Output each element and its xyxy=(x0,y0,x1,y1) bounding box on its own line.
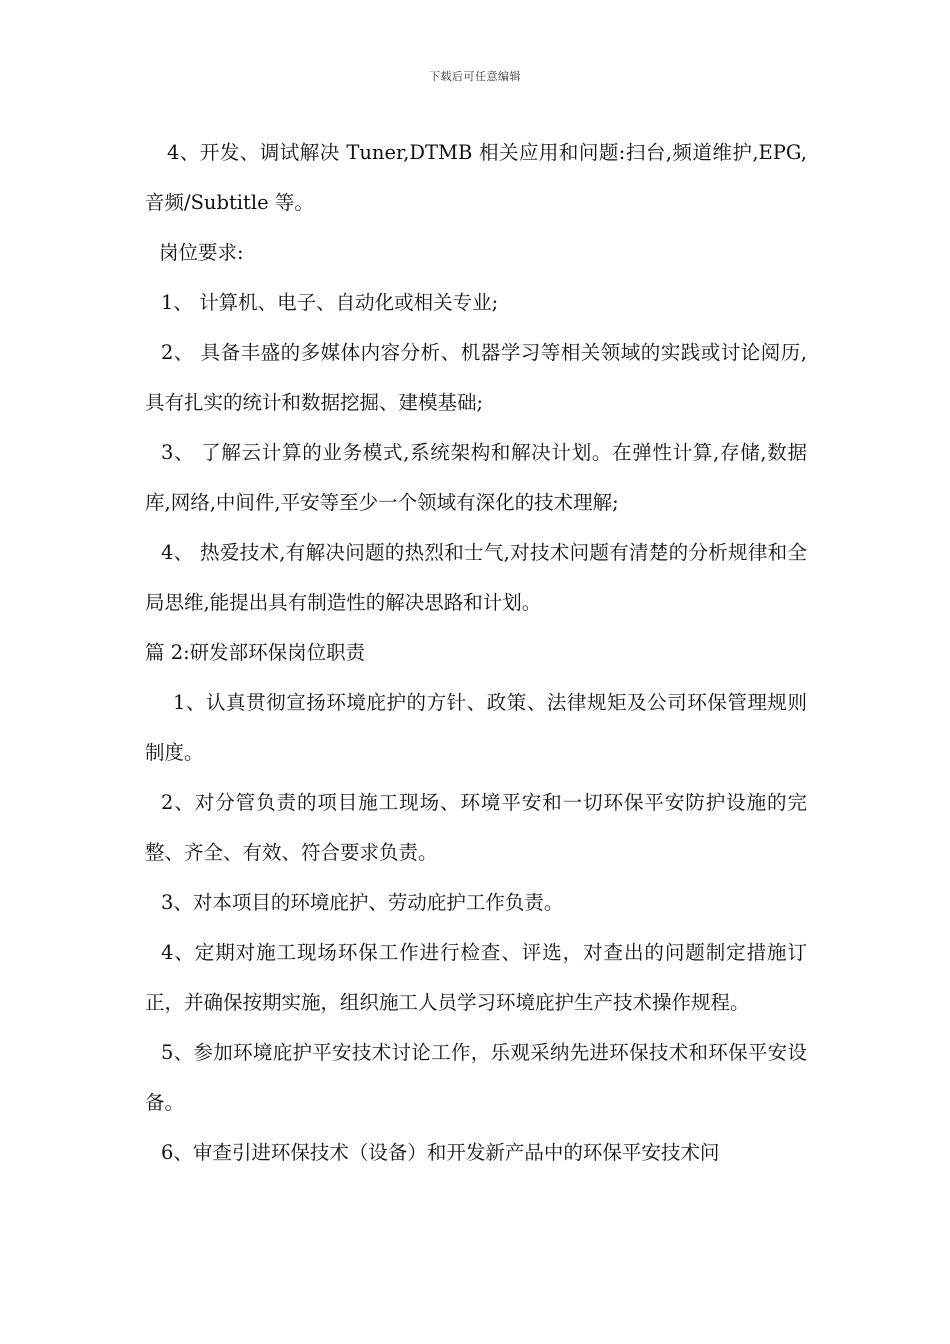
page-header: 下载后可任意编辑 xyxy=(429,70,521,83)
paragraph-6: 4、 热爱技术,有解决问题的热烈和士气,对技术问题有清楚的分析规律和全局思维,能提出具有制造性的解决思路和计划。 xyxy=(145,541,807,614)
document-body xyxy=(145,128,807,1178)
paragraph-3: 1、 计算机、电子、自动化或相关专业; xyxy=(161,291,499,314)
section-heading: 篇 2:研发部环保岗位职责 xyxy=(145,641,366,664)
paragraph-2: 岗位要求: xyxy=(159,241,244,264)
paragraph-9: 3、对本项目的环境庇护、劳动庇护工作负责。 xyxy=(161,891,564,914)
paragraph-10: 4、定期对施工现场环保工作进行检查、评选，对查出的问题制定措施订正，并确保按期实施，组织施工人员学习环境庇护生产技术操作规程。 xyxy=(145,941,807,1014)
paragraph-11: 5、参加环境庇护平安技术讨论工作，乐观采纳先进环保技术和环保平安设备。 xyxy=(145,1041,807,1114)
paragraph-1: 4、开发、调试解决 Tuner,DTMB 相关应用和问题:扫台,频道维护,EPG,音频/Subtitle 等。 xyxy=(145,141,807,214)
paragraph-5: 3、 了解云计算的业务模式,系统架构和解决计划。在弹性计算,存储,数据库,网络,中间件,平安等至少一个领域有深化的技术理解; xyxy=(145,441,807,514)
paragraph-8: 2、对分管负责的项目施工现场、环境平安和一切环保平安防护设施的完整、齐全、有效、符合要求负责。 xyxy=(145,791,807,864)
paragraph-4: 2、 具备丰盛的多媒体内容分析、机器学习等相关领域的实践或讨论阅历,具有扎实的统计和数据挖掘、建模基础; xyxy=(145,341,807,414)
paragraph-12: 6、审查引进环保技术（设备）和开发新产品中的环保平安技术问 xyxy=(161,1141,720,1164)
paragraph-7: 1、认真贯彻宣扬环境庇护的方针、政策、法律规矩及公司环保管理规则制度。 xyxy=(145,691,807,764)
